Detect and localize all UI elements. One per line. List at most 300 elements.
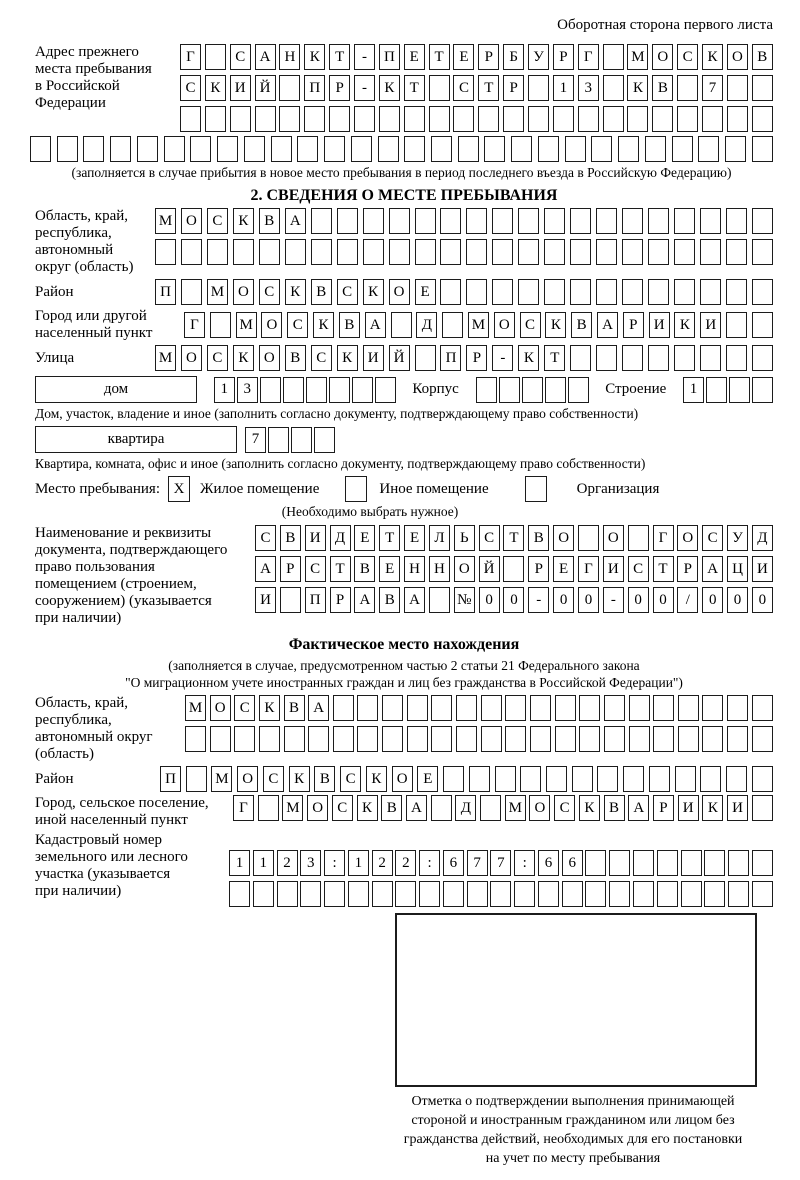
char-cell[interactable] <box>603 75 624 101</box>
char-cell[interactable]: О <box>181 345 202 371</box>
char-cell[interactable] <box>604 726 625 752</box>
char-cell[interactable] <box>83 136 104 162</box>
char-cell[interactable] <box>311 239 332 265</box>
char-cell[interactable]: Е <box>453 44 474 70</box>
char-cell[interactable]: В <box>752 44 773 70</box>
char-cell[interactable]: П <box>440 345 461 371</box>
char-cell[interactable] <box>440 279 461 305</box>
char-cell[interactable] <box>352 377 373 403</box>
char-cell[interactable] <box>677 75 698 101</box>
char-cell[interactable] <box>596 279 617 305</box>
char-cell[interactable]: О <box>307 795 328 821</box>
char-cell[interactable]: Д <box>416 312 437 338</box>
char-cell[interactable] <box>700 208 721 234</box>
char-cell[interactable] <box>259 239 280 265</box>
char-cell[interactable] <box>752 695 773 721</box>
char-cell[interactable] <box>404 106 425 132</box>
char-cell[interactable] <box>458 136 479 162</box>
char-cell[interactable]: Р <box>466 345 487 371</box>
char-cell[interactable]: 1 <box>348 850 369 876</box>
char-cell[interactable] <box>306 377 327 403</box>
char-cell[interactable] <box>190 136 211 162</box>
char-cell[interactable]: Л <box>429 525 450 551</box>
char-cell[interactable]: Г <box>578 44 599 70</box>
char-cell[interactable]: С <box>340 766 361 792</box>
char-cell[interactable] <box>382 726 403 752</box>
char-cell[interactable] <box>565 136 586 162</box>
char-cell[interactable]: А <box>255 556 276 582</box>
char-cell[interactable] <box>277 881 298 907</box>
char-cell[interactable] <box>431 795 452 821</box>
char-cell[interactable]: 1 <box>229 850 250 876</box>
char-cell[interactable]: 1 <box>253 850 274 876</box>
char-cell[interactable]: 3 <box>300 850 321 876</box>
char-cell[interactable] <box>431 136 452 162</box>
char-cell[interactable] <box>503 106 524 132</box>
char-cell[interactable]: О <box>210 695 231 721</box>
char-cell[interactable] <box>726 312 747 338</box>
char-cell[interactable]: М <box>155 345 176 371</box>
char-cell[interactable]: Р <box>653 795 674 821</box>
char-cell[interactable] <box>700 345 721 371</box>
char-cell[interactable] <box>727 726 748 752</box>
char-cell[interactable]: Т <box>379 525 400 551</box>
char-cell[interactable]: Г <box>653 525 674 551</box>
char-cell[interactable]: Т <box>503 525 524 551</box>
char-cell[interactable] <box>375 377 396 403</box>
char-cell[interactable] <box>466 239 487 265</box>
char-cell[interactable] <box>230 106 251 132</box>
char-cell[interactable]: Т <box>653 556 674 582</box>
char-cell[interactable]: И <box>603 556 624 582</box>
char-cell[interactable] <box>727 75 748 101</box>
char-cell[interactable] <box>404 136 425 162</box>
char-cell[interactable]: 2 <box>395 850 416 876</box>
char-cell[interactable] <box>645 136 666 162</box>
char-cell[interactable]: В <box>381 795 402 821</box>
char-cell[interactable] <box>518 239 539 265</box>
char-cell[interactable] <box>648 279 669 305</box>
char-cell[interactable] <box>700 766 721 792</box>
char-cell[interactable] <box>648 345 669 371</box>
char-cell[interactable]: К <box>518 345 539 371</box>
char-cell[interactable] <box>675 766 696 792</box>
char-cell[interactable] <box>443 881 464 907</box>
char-cell[interactable] <box>570 345 591 371</box>
char-cell[interactable]: В <box>571 312 592 338</box>
char-cell[interactable]: 0 <box>727 587 748 613</box>
char-cell[interactable] <box>623 766 644 792</box>
char-cell[interactable]: Т <box>429 44 450 70</box>
char-cell[interactable] <box>311 208 332 234</box>
char-cell[interactable] <box>314 427 335 453</box>
char-cell[interactable] <box>726 239 747 265</box>
char-cell[interactable] <box>354 106 375 132</box>
char-cell[interactable] <box>137 136 158 162</box>
char-cell[interactable]: О <box>652 44 673 70</box>
char-cell[interactable] <box>704 881 725 907</box>
char-cell[interactable]: С <box>479 525 500 551</box>
char-cell[interactable] <box>702 695 723 721</box>
char-cell[interactable] <box>752 795 773 821</box>
char-cell[interactable]: Й <box>479 556 500 582</box>
char-cell[interactable]: У <box>727 525 748 551</box>
char-cell[interactable]: К <box>233 208 254 234</box>
char-cell[interactable]: В <box>285 345 306 371</box>
char-cell[interactable] <box>555 695 576 721</box>
char-cell[interactable] <box>622 345 643 371</box>
char-cell[interactable] <box>395 881 416 907</box>
char-cell[interactable]: И <box>752 556 773 582</box>
char-cell[interactable]: В <box>311 279 332 305</box>
char-cell[interactable] <box>453 106 474 132</box>
char-cell[interactable] <box>297 136 318 162</box>
char-cell[interactable]: О <box>603 525 624 551</box>
char-cell[interactable] <box>609 881 630 907</box>
char-cell[interactable]: Н <box>404 556 425 582</box>
char-cell[interactable]: И <box>305 525 326 551</box>
char-cell[interactable] <box>329 106 350 132</box>
checkbox-organizatsiya[interactable] <box>525 476 547 502</box>
char-cell[interactable]: М <box>282 795 303 821</box>
char-cell[interactable]: А <box>354 587 375 613</box>
char-cell[interactable] <box>481 695 502 721</box>
char-cell[interactable]: С <box>337 279 358 305</box>
char-cell[interactable] <box>329 377 350 403</box>
char-cell[interactable]: 2 <box>372 850 393 876</box>
char-cell[interactable] <box>677 106 698 132</box>
char-cell[interactable] <box>591 136 612 162</box>
char-cell[interactable] <box>702 726 723 752</box>
char-cell[interactable]: В <box>604 795 625 821</box>
char-cell[interactable]: К <box>313 312 334 338</box>
char-cell[interactable]: О <box>261 312 282 338</box>
char-cell[interactable] <box>727 106 748 132</box>
char-cell[interactable] <box>570 208 591 234</box>
char-cell[interactable] <box>57 136 78 162</box>
char-cell[interactable] <box>518 279 539 305</box>
char-cell[interactable] <box>333 726 354 752</box>
char-cell[interactable]: А <box>628 795 649 821</box>
char-cell[interactable] <box>304 106 325 132</box>
char-cell[interactable] <box>259 726 280 752</box>
char-cell[interactable] <box>727 695 748 721</box>
char-cell[interactable] <box>538 136 559 162</box>
char-cell[interactable]: 1 <box>214 377 235 403</box>
char-cell[interactable]: Т <box>330 556 351 582</box>
char-cell[interactable] <box>419 881 440 907</box>
char-cell[interactable] <box>726 345 747 371</box>
char-cell[interactable] <box>752 106 773 132</box>
char-cell[interactable] <box>729 377 750 403</box>
char-cell[interactable]: В <box>259 208 280 234</box>
char-cell[interactable] <box>752 239 773 265</box>
char-cell[interactable] <box>544 208 565 234</box>
char-cell[interactable]: 0 <box>653 587 674 613</box>
char-cell[interactable] <box>357 726 378 752</box>
char-cell[interactable] <box>698 136 719 162</box>
char-cell[interactable] <box>520 766 541 792</box>
char-cell[interactable] <box>544 279 565 305</box>
char-cell[interactable] <box>207 239 228 265</box>
char-cell[interactable]: П <box>305 587 326 613</box>
char-cell[interactable] <box>258 795 279 821</box>
char-cell[interactable]: Г <box>578 556 599 582</box>
char-cell[interactable] <box>752 726 773 752</box>
char-cell[interactable] <box>181 279 202 305</box>
char-cell[interactable]: О <box>529 795 550 821</box>
char-cell[interactable] <box>570 279 591 305</box>
char-cell[interactable] <box>579 726 600 752</box>
char-cell[interactable]: : <box>419 850 440 876</box>
char-cell[interactable]: А <box>308 695 329 721</box>
char-cell[interactable]: С <box>230 44 251 70</box>
char-cell[interactable] <box>499 377 520 403</box>
char-cell[interactable] <box>205 44 226 70</box>
char-cell[interactable] <box>492 208 513 234</box>
char-cell[interactable] <box>657 881 678 907</box>
char-cell[interactable] <box>528 106 549 132</box>
char-cell[interactable] <box>185 726 206 752</box>
char-cell[interactable]: С <box>453 75 474 101</box>
char-cell[interactable] <box>495 766 516 792</box>
char-cell[interactable] <box>603 106 624 132</box>
char-cell[interactable] <box>728 850 749 876</box>
char-cell[interactable] <box>652 106 673 132</box>
char-cell[interactable] <box>633 881 654 907</box>
char-cell[interactable]: С <box>255 525 276 551</box>
char-cell[interactable]: В <box>354 556 375 582</box>
char-cell[interactable]: - <box>354 75 375 101</box>
char-cell[interactable]: Д <box>330 525 351 551</box>
char-cell[interactable] <box>752 345 773 371</box>
char-cell[interactable]: П <box>160 766 181 792</box>
char-cell[interactable]: 7 <box>702 75 723 101</box>
char-cell[interactable]: М <box>236 312 257 338</box>
char-cell[interactable]: О <box>727 44 748 70</box>
char-cell[interactable] <box>389 239 410 265</box>
char-cell[interactable] <box>415 208 436 234</box>
char-cell[interactable] <box>253 881 274 907</box>
char-cell[interactable] <box>456 726 477 752</box>
char-cell[interactable] <box>604 695 625 721</box>
char-cell[interactable]: С <box>520 312 541 338</box>
char-cell[interactable]: В <box>280 525 301 551</box>
char-cell[interactable]: : <box>324 850 345 876</box>
char-cell[interactable] <box>681 881 702 907</box>
char-cell[interactable]: К <box>379 75 400 101</box>
char-cell[interactable] <box>391 312 412 338</box>
char-cell[interactable]: С <box>263 766 284 792</box>
char-cell[interactable] <box>528 75 549 101</box>
char-cell[interactable]: К <box>702 795 723 821</box>
char-cell[interactable]: С <box>332 795 353 821</box>
char-cell[interactable]: 6 <box>562 850 583 876</box>
char-cell[interactable] <box>217 136 238 162</box>
char-cell[interactable] <box>30 136 51 162</box>
char-cell[interactable]: И <box>230 75 251 101</box>
char-cell[interactable]: Ц <box>727 556 748 582</box>
char-cell[interactable] <box>726 279 747 305</box>
char-cell[interactable]: 6 <box>538 850 559 876</box>
char-cell[interactable]: И <box>255 587 276 613</box>
char-cell[interactable]: С <box>259 279 280 305</box>
char-cell[interactable] <box>205 106 226 132</box>
char-cell[interactable] <box>700 239 721 265</box>
char-cell[interactable]: В <box>339 312 360 338</box>
char-cell[interactable]: К <box>363 279 384 305</box>
char-cell[interactable]: О <box>454 556 475 582</box>
char-cell[interactable]: Й <box>389 345 410 371</box>
char-cell[interactable]: № <box>454 587 475 613</box>
char-cell[interactable] <box>378 136 399 162</box>
char-cell[interactable]: А <box>406 795 427 821</box>
char-cell[interactable] <box>484 136 505 162</box>
char-cell[interactable] <box>704 850 725 876</box>
char-cell[interactable] <box>456 695 477 721</box>
char-cell[interactable]: Т <box>329 44 350 70</box>
char-cell[interactable] <box>271 136 292 162</box>
char-cell[interactable] <box>186 766 207 792</box>
char-cell[interactable]: О <box>392 766 413 792</box>
char-cell[interactable]: Е <box>379 556 400 582</box>
char-cell[interactable]: С <box>554 795 575 821</box>
char-cell[interactable]: / <box>677 587 698 613</box>
char-cell[interactable] <box>596 239 617 265</box>
char-cell[interactable] <box>622 239 643 265</box>
char-cell[interactable]: И <box>649 312 670 338</box>
char-cell[interactable] <box>578 525 599 551</box>
char-cell[interactable]: А <box>255 44 276 70</box>
char-cell[interactable]: К <box>357 795 378 821</box>
char-cell[interactable] <box>476 377 497 403</box>
char-cell[interactable]: Т <box>544 345 565 371</box>
char-cell[interactable]: И <box>727 795 748 821</box>
char-cell[interactable] <box>260 377 281 403</box>
char-cell[interactable] <box>627 106 648 132</box>
char-cell[interactable]: 7 <box>490 850 511 876</box>
char-cell[interactable]: К <box>233 345 254 371</box>
char-cell[interactable]: Е <box>417 766 438 792</box>
char-cell[interactable] <box>752 766 773 792</box>
char-cell[interactable]: Т <box>478 75 499 101</box>
char-cell[interactable]: Р <box>623 312 644 338</box>
char-cell[interactable] <box>752 850 773 876</box>
char-cell[interactable]: 1 <box>553 75 574 101</box>
char-cell[interactable] <box>363 239 384 265</box>
char-cell[interactable] <box>407 726 428 752</box>
char-cell[interactable]: А <box>702 556 723 582</box>
char-cell[interactable]: Р <box>330 587 351 613</box>
char-cell[interactable] <box>596 345 617 371</box>
char-cell[interactable]: 0 <box>578 587 599 613</box>
char-cell[interactable] <box>429 106 450 132</box>
char-cell[interactable] <box>726 208 747 234</box>
char-cell[interactable]: М <box>185 695 206 721</box>
char-cell[interactable] <box>440 208 461 234</box>
char-cell[interactable] <box>300 881 321 907</box>
char-cell[interactable]: В <box>528 525 549 551</box>
char-cell[interactable]: К <box>285 279 306 305</box>
char-cell[interactable]: Р <box>280 556 301 582</box>
char-cell[interactable] <box>285 239 306 265</box>
char-cell[interactable]: В <box>284 695 305 721</box>
char-cell[interactable]: Д <box>455 795 476 821</box>
char-cell[interactable] <box>490 881 511 907</box>
char-cell[interactable]: Н <box>429 556 450 582</box>
char-cell[interactable]: О <box>677 525 698 551</box>
char-cell[interactable] <box>538 881 559 907</box>
char-cell[interactable] <box>752 136 773 162</box>
char-cell[interactable]: : <box>514 850 535 876</box>
char-cell[interactable]: - <box>354 44 375 70</box>
char-cell[interactable]: А <box>365 312 386 338</box>
char-cell[interactable] <box>469 766 490 792</box>
char-cell[interactable]: Д <box>752 525 773 551</box>
char-cell[interactable] <box>603 44 624 70</box>
char-cell[interactable] <box>466 279 487 305</box>
char-cell[interactable] <box>492 279 513 305</box>
char-cell[interactable]: 0 <box>752 587 773 613</box>
char-cell[interactable] <box>110 136 131 162</box>
char-cell[interactable] <box>478 106 499 132</box>
char-cell[interactable]: К <box>366 766 387 792</box>
char-cell[interactable] <box>546 766 567 792</box>
char-cell[interactable] <box>429 587 450 613</box>
char-cell[interactable] <box>700 279 721 305</box>
char-cell[interactable] <box>628 525 649 551</box>
char-cell[interactable] <box>544 239 565 265</box>
char-cell[interactable]: А <box>597 312 618 338</box>
char-cell[interactable]: 7 <box>245 427 266 453</box>
char-cell[interactable] <box>678 695 699 721</box>
char-cell[interactable] <box>752 377 773 403</box>
char-cell[interactable]: 0 <box>553 587 574 613</box>
char-cell[interactable] <box>678 726 699 752</box>
char-cell[interactable]: О <box>389 279 410 305</box>
char-cell[interactable] <box>431 695 452 721</box>
char-cell[interactable]: Е <box>404 44 425 70</box>
char-cell[interactable]: Р <box>478 44 499 70</box>
char-cell[interactable] <box>234 726 255 752</box>
char-cell[interactable] <box>585 881 606 907</box>
char-cell[interactable] <box>492 239 513 265</box>
char-cell[interactable]: С <box>311 345 332 371</box>
char-cell[interactable] <box>268 427 289 453</box>
checkbox-zhiloe[interactable]: X <box>168 476 190 502</box>
char-cell[interactable] <box>514 881 535 907</box>
char-cell[interactable] <box>180 106 201 132</box>
char-cell[interactable] <box>503 556 524 582</box>
char-cell[interactable]: К <box>579 795 600 821</box>
char-cell[interactable]: 2 <box>277 850 298 876</box>
char-cell[interactable] <box>578 106 599 132</box>
char-cell[interactable]: С <box>287 312 308 338</box>
char-cell[interactable] <box>372 881 393 907</box>
char-cell[interactable] <box>545 377 566 403</box>
char-cell[interactable] <box>337 239 358 265</box>
char-cell[interactable]: Е <box>415 279 436 305</box>
char-cell[interactable] <box>579 695 600 721</box>
char-cell[interactable]: К <box>289 766 310 792</box>
char-cell[interactable]: 0 <box>628 587 649 613</box>
char-cell[interactable] <box>674 279 695 305</box>
char-cell[interactable] <box>244 136 265 162</box>
char-cell[interactable] <box>530 695 551 721</box>
char-cell[interactable]: 7 <box>467 850 488 876</box>
char-cell[interactable]: М <box>627 44 648 70</box>
char-cell[interactable] <box>284 726 305 752</box>
